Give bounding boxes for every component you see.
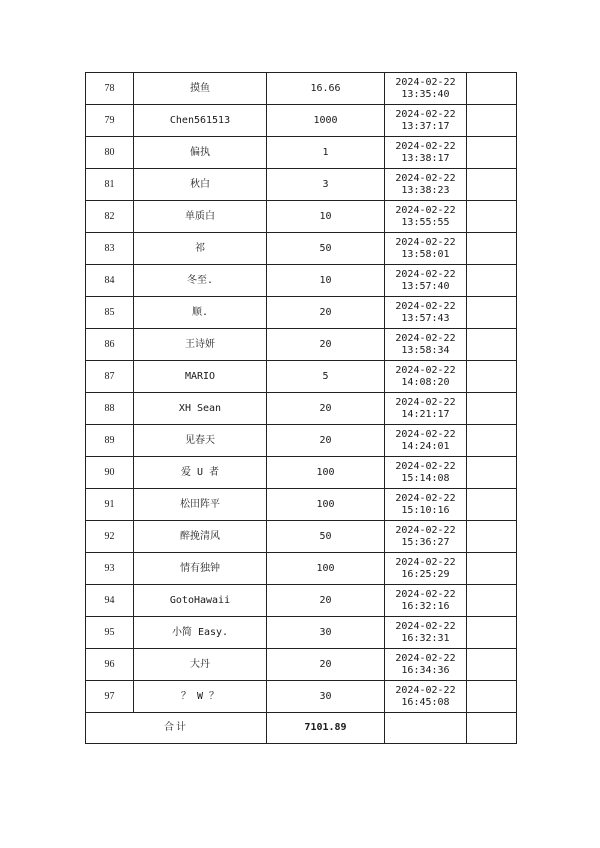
row-number: 85 — [86, 297, 134, 329]
table-row — [86, 105, 517, 137]
time-text: 13:38:23 — [401, 184, 450, 196]
donation-datetime — [385, 73, 467, 105]
note-cell — [467, 233, 517, 265]
date-text: 2024-02-22 — [395, 620, 456, 632]
donation-amount: 100 — [267, 457, 385, 489]
table-row — [86, 297, 517, 329]
time-text: 13:57:43 — [401, 312, 450, 324]
donation-datetime — [385, 489, 467, 521]
donation-table-body — [86, 73, 517, 744]
donation-amount: 20 — [267, 297, 385, 329]
donor-name: 冬至. — [134, 265, 267, 297]
donation-amount: 30 — [267, 681, 385, 713]
note-cell — [467, 617, 517, 649]
donation-amount: 50 — [267, 233, 385, 265]
time-text: 13:58:01 — [401, 248, 450, 260]
time-text: 16:32:31 — [401, 632, 450, 644]
table-row — [86, 265, 517, 297]
donation-amount: 10 — [267, 201, 385, 233]
donor-name: GotoHawaii — [134, 585, 267, 617]
donor-name: 偏执 — [134, 137, 267, 169]
time-text: 13:57:40 — [401, 280, 450, 292]
table-row — [86, 393, 517, 425]
donation-datetime — [385, 329, 467, 361]
date-text: 2024-02-22 — [395, 204, 456, 216]
donation-amount: 10 — [267, 265, 385, 297]
donation-datetime — [385, 201, 467, 233]
row-number: 96 — [86, 649, 134, 681]
row-number: 95 — [86, 617, 134, 649]
donation-amount: 30 — [267, 617, 385, 649]
table-row — [86, 361, 517, 393]
row-number: 88 — [86, 393, 134, 425]
donation-amount: 16.66 — [267, 73, 385, 105]
row-number: 82 — [86, 201, 134, 233]
donor-name: Chen561513 — [134, 105, 267, 137]
donor-name: 秋白 — [134, 169, 267, 201]
date-text: 2024-02-22 — [395, 492, 456, 504]
note-cell — [467, 329, 517, 361]
total-label: 合计 — [86, 713, 267, 744]
time-text: 16:34:36 — [401, 664, 450, 676]
table-row — [86, 617, 517, 649]
time-text: 15:14:08 — [401, 472, 450, 484]
note-cell — [467, 73, 517, 105]
note-cell — [467, 361, 517, 393]
date-text: 2024-02-22 — [395, 460, 456, 472]
row-number: 86 — [86, 329, 134, 361]
date-text: 2024-02-22 — [395, 428, 456, 440]
donation-amount: 5 — [267, 361, 385, 393]
donation-amount: 3 — [267, 169, 385, 201]
row-number: 80 — [86, 137, 134, 169]
total-row — [86, 713, 517, 744]
donation-datetime — [385, 233, 467, 265]
donation-amount: 100 — [267, 553, 385, 585]
time-text: 15:10:16 — [401, 504, 450, 516]
donor-name: 王诗妍 — [134, 329, 267, 361]
donor-name: 爱 U 者 — [134, 457, 267, 489]
donation-datetime — [385, 393, 467, 425]
table-row — [86, 681, 517, 713]
date-text: 2024-02-22 — [395, 524, 456, 536]
donation-amount: 50 — [267, 521, 385, 553]
donation-datetime — [385, 649, 467, 681]
date-text: 2024-02-22 — [395, 684, 456, 696]
date-text: 2024-02-22 — [395, 652, 456, 664]
donor-name: 摸鱼 — [134, 73, 267, 105]
table-row — [86, 425, 517, 457]
total-empty-cell — [385, 713, 467, 744]
note-cell — [467, 105, 517, 137]
date-text: 2024-02-22 — [395, 556, 456, 568]
row-number: 90 — [86, 457, 134, 489]
table-row — [86, 233, 517, 265]
time-text: 13:37:17 — [401, 120, 450, 132]
note-cell — [467, 169, 517, 201]
time-text: 14:24:01 — [401, 440, 450, 452]
donation-datetime — [385, 681, 467, 713]
time-text: 13:58:34 — [401, 344, 450, 356]
donation-datetime — [385, 617, 467, 649]
donation-amount: 20 — [267, 585, 385, 617]
donor-name: ？ W ？ — [134, 681, 267, 713]
note-cell — [467, 297, 517, 329]
donation-datetime — [385, 105, 467, 137]
time-text: 14:08:20 — [401, 376, 450, 388]
donation-amount: 20 — [267, 649, 385, 681]
donor-name: MARIO — [134, 361, 267, 393]
date-text: 2024-02-22 — [395, 172, 456, 184]
donation-table — [85, 72, 517, 744]
date-text: 2024-02-22 — [395, 76, 456, 88]
donor-name: 单质白 — [134, 201, 267, 233]
date-text: 2024-02-22 — [395, 364, 456, 376]
table-row — [86, 585, 517, 617]
donation-amount: 20 — [267, 393, 385, 425]
donor-name: 见春天 — [134, 425, 267, 457]
donation-datetime — [385, 169, 467, 201]
time-text: 13:55:55 — [401, 216, 450, 228]
time-text: 16:32:16 — [401, 600, 450, 612]
note-cell — [467, 457, 517, 489]
donation-datetime — [385, 297, 467, 329]
date-text: 2024-02-22 — [395, 300, 456, 312]
row-number: 81 — [86, 169, 134, 201]
note-cell — [467, 393, 517, 425]
donation-datetime — [385, 265, 467, 297]
note-cell — [467, 649, 517, 681]
row-number: 84 — [86, 265, 134, 297]
date-text: 2024-02-22 — [395, 332, 456, 344]
row-number: 89 — [86, 425, 134, 457]
donor-name: 祁 — [134, 233, 267, 265]
donor-name: 小简 Easy. — [134, 617, 267, 649]
donation-amount: 1000 — [267, 105, 385, 137]
note-cell — [467, 425, 517, 457]
row-number: 97 — [86, 681, 134, 713]
donation-datetime — [385, 585, 467, 617]
donor-name: XH Sean — [134, 393, 267, 425]
table-row — [86, 457, 517, 489]
note-cell — [467, 137, 517, 169]
table-row — [86, 553, 517, 585]
note-cell — [467, 265, 517, 297]
table-row — [86, 329, 517, 361]
donor-name: 顺. — [134, 297, 267, 329]
donation-datetime — [385, 553, 467, 585]
row-number: 91 — [86, 489, 134, 521]
table-row — [86, 649, 517, 681]
note-cell — [467, 201, 517, 233]
row-number: 93 — [86, 553, 134, 585]
table-row — [86, 137, 517, 169]
time-text: 16:45:08 — [401, 696, 450, 708]
table-row — [86, 201, 517, 233]
row-number: 92 — [86, 521, 134, 553]
row-number: 83 — [86, 233, 134, 265]
donation-datetime — [385, 361, 467, 393]
date-text: 2024-02-22 — [395, 588, 456, 600]
date-text: 2024-02-22 — [395, 268, 456, 280]
date-text: 2024-02-22 — [395, 108, 456, 120]
date-text: 2024-02-22 — [395, 236, 456, 248]
donation-amount: 100 — [267, 489, 385, 521]
donation-datetime — [385, 137, 467, 169]
row-number: 79 — [86, 105, 134, 137]
note-cell — [467, 521, 517, 553]
note-cell — [467, 553, 517, 585]
date-text: 2024-02-22 — [395, 396, 456, 408]
donation-amount: 1 — [267, 137, 385, 169]
date-text: 2024-02-22 — [395, 140, 456, 152]
time-text: 13:35:40 — [401, 88, 450, 100]
donor-name: 松田阵平 — [134, 489, 267, 521]
time-text: 15:36:27 — [401, 536, 450, 548]
row-number: 78 — [86, 73, 134, 105]
donation-datetime — [385, 457, 467, 489]
donation-datetime — [385, 521, 467, 553]
note-cell — [467, 585, 517, 617]
donation-amount: 20 — [267, 425, 385, 457]
donation-amount: 20 — [267, 329, 385, 361]
total-amount: 7101.89 — [267, 713, 385, 744]
total-note-cell — [467, 713, 517, 744]
note-cell — [467, 489, 517, 521]
table-row — [86, 169, 517, 201]
donation-datetime — [385, 425, 467, 457]
row-number: 87 — [86, 361, 134, 393]
row-number: 94 — [86, 585, 134, 617]
time-text: 16:25:29 — [401, 568, 450, 580]
donor-name: 醉挽清风 — [134, 521, 267, 553]
table-row — [86, 73, 517, 105]
time-text: 14:21:17 — [401, 408, 450, 420]
donor-name: 情有独钟 — [134, 553, 267, 585]
time-text: 13:38:17 — [401, 152, 450, 164]
donor-name: 大丹 — [134, 649, 267, 681]
table-row — [86, 521, 517, 553]
table-row — [86, 489, 517, 521]
note-cell — [467, 681, 517, 713]
